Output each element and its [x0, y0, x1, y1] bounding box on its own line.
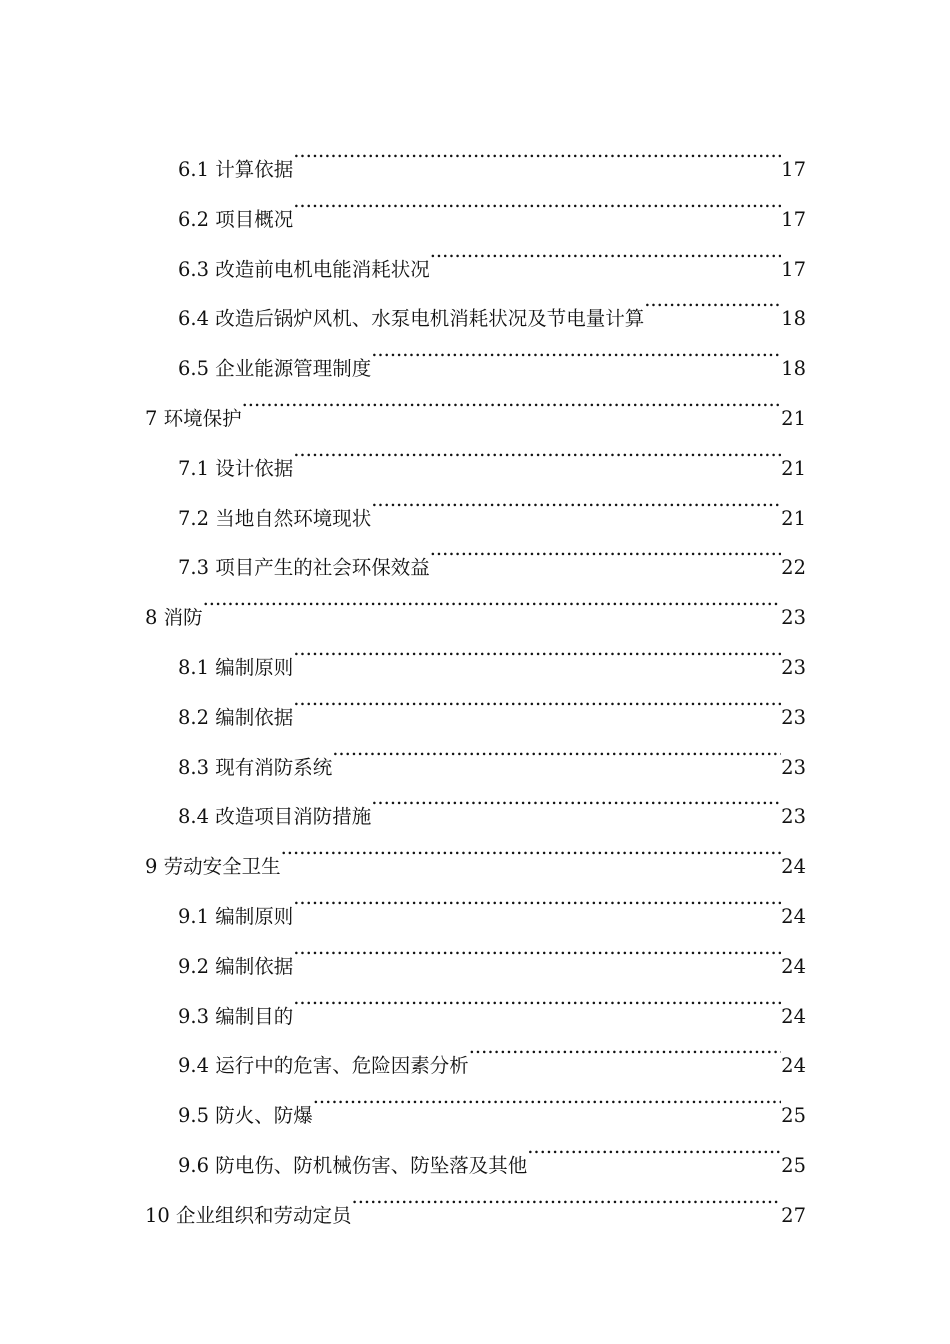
toc-entry[interactable]: [178, 475, 806, 530]
toc-entry-label: 6.4 改造后锅炉风机、水泵电机消耗状况及节电量计算: [178, 307, 645, 331]
toc-dot-leader: [293, 973, 781, 1023]
toc-entry-page-number: 24: [781, 855, 806, 879]
toc-dot-leader: [527, 1122, 781, 1172]
toc-entry-label: 6.2 项目概况: [178, 207, 294, 231]
toc-entry[interactable]: [145, 375, 806, 430]
toc-entry-page-number: 22: [781, 556, 806, 580]
toc-entry-label: 8 消防: [145, 606, 203, 630]
toc-entry-page-number: 24: [781, 1004, 806, 1028]
toc-entry-label: 8.4 改造项目消防措施: [178, 805, 372, 829]
toc-entry[interactable]: [178, 226, 806, 281]
toc-dot-leader: [313, 1072, 781, 1122]
toc-dot-leader: [293, 873, 781, 923]
toc-dot-leader: [371, 773, 781, 823]
toc-entry-label: 8.2 编制依据: [178, 705, 294, 729]
toc-entry-label: 9.5 防火、防爆: [178, 1104, 313, 1128]
toc-entry[interactable]: [178, 873, 806, 928]
toc-dot-leader: [430, 524, 781, 574]
toc-entry-page-number: 21: [781, 456, 806, 480]
toc-entry-page-number: 27: [781, 1203, 806, 1227]
toc-entry[interactable]: [178, 624, 806, 679]
toc-entry-page-number: 18: [781, 357, 806, 381]
toc-entry[interactable]: [178, 275, 806, 331]
toc-entry-page-number: 24: [781, 954, 806, 978]
toc-entry-label: 6.5 企业能源管理制度: [178, 357, 372, 381]
toc-dot-leader: [430, 226, 781, 276]
toc-entry[interactable]: [178, 923, 806, 978]
toc-dot-leader: [293, 624, 781, 674]
toc-entry-page-number: 24: [781, 905, 806, 928]
toc-entry-label: 7.3 项目产生的社会环保效益: [178, 556, 430, 580]
toc-dot-leader: [293, 176, 781, 226]
toc-entry-label: 9.4 运行中的危害、危险因素分析: [178, 1054, 469, 1078]
toc-dot-leader: [293, 425, 781, 475]
toc-entry-page-number: 24: [781, 1054, 806, 1078]
toc-dot-leader: [332, 724, 781, 774]
toc-entry[interactable]: [178, 176, 806, 231]
toc-entry[interactable]: [178, 1022, 806, 1078]
toc-dot-leader: [281, 823, 782, 873]
toc-entry-page-number: 17: [781, 207, 806, 231]
toc-dot-leader: [371, 325, 781, 375]
toc-entry-page-number: 23: [781, 805, 806, 829]
toc-entry-page-number: 17: [781, 158, 806, 181]
toc-entry-label: 6.1 计算依据: [178, 158, 294, 181]
toc-entry-label: 7.1 设计依据: [178, 456, 294, 480]
toc-entry-page-number: 23: [781, 705, 806, 729]
toc-entry-label: 7.2 当地自然环境现状: [178, 506, 372, 530]
toc-dot-leader: [371, 475, 781, 525]
toc-entry-label: 9 劳动安全卫生: [145, 855, 281, 879]
toc-entry-page-number: 21: [781, 407, 806, 430]
toc-entry[interactable]: [145, 1172, 806, 1227]
toc-dot-leader: [203, 574, 782, 624]
toc-entry-label: 9.2 编制依据: [178, 954, 294, 978]
toc-dot-leader: [469, 1022, 781, 1072]
toc-entry[interactable]: [178, 973, 806, 1028]
toc-dot-leader: [242, 375, 782, 425]
toc-entry-label: 10 企业组织和劳动定员: [145, 1203, 352, 1227]
toc-entry-label: 9.1 编制原则: [178, 905, 294, 928]
toc-entry-page-number: 25: [781, 1154, 806, 1177]
toc-entry[interactable]: [145, 574, 806, 630]
toc-entry-label: 9.6 防电伤、防机械伤害、防坠落及其他: [178, 1154, 528, 1177]
toc-entry-label: 9.3 编制目的: [178, 1004, 294, 1028]
toc-entry[interactable]: [178, 773, 806, 829]
toc-entry-page-number: 21: [781, 506, 806, 530]
toc-entry-page-number: 18: [781, 307, 806, 331]
toc-entry[interactable]: [178, 724, 806, 779]
toc-entry-page-number: 23: [781, 606, 806, 630]
toc-entry-label: 8.3 现有消防系统: [178, 755, 333, 779]
toc-dot-leader: [644, 275, 781, 325]
toc-entry-label: 8.1 编制原则: [178, 656, 294, 679]
toc-entry-page-number: 23: [781, 755, 806, 779]
toc-entry-page-number: 25: [781, 1104, 806, 1128]
toc-entry[interactable]: [178, 674, 806, 729]
toc-dot-leader: [293, 126, 781, 176]
toc-entry[interactable]: [178, 1122, 806, 1177]
toc-entry-page-number: 17: [781, 257, 806, 281]
toc-entry[interactable]: [178, 325, 806, 381]
toc-entry-label: 6.3 改造前电机电能消耗状况: [178, 257, 430, 281]
toc-dot-leader: [293, 923, 781, 973]
toc-entry[interactable]: [178, 126, 806, 181]
toc-entry-page-number: 23: [781, 656, 806, 679]
toc-entry[interactable]: [178, 1072, 806, 1128]
toc-entry[interactable]: [178, 425, 806, 480]
toc-dot-leader: [293, 674, 781, 724]
toc-entry[interactable]: [178, 524, 806, 580]
toc-entry-label: 7 环境保护: [145, 407, 242, 430]
toc-entry[interactable]: [145, 823, 806, 879]
toc-dot-leader: [352, 1172, 782, 1222]
